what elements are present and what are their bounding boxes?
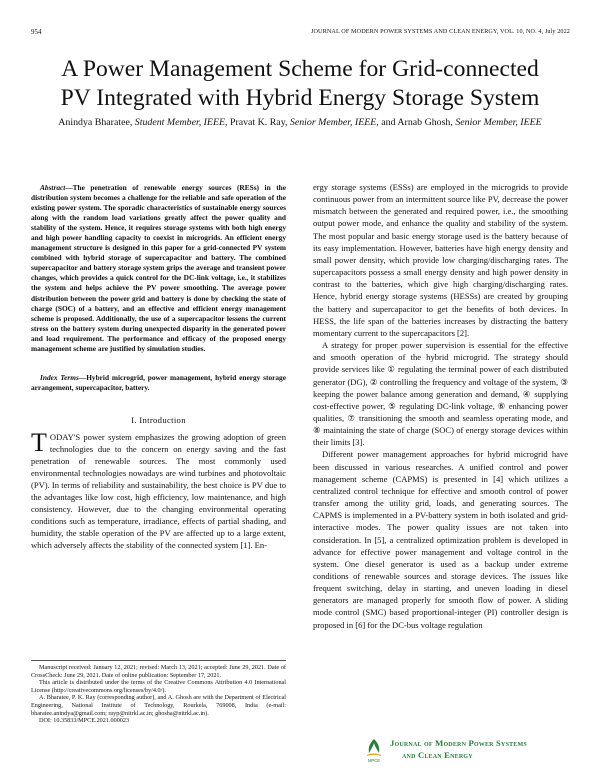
author-name: Ghosh, (424, 117, 453, 128)
index-terms-label: Index Terms (40, 373, 79, 382)
author-name: Anindya Bharatee, (58, 117, 133, 128)
footnote-doi: DOI: 10.35833/MPCE.2021.000023 (39, 717, 130, 725)
page-number: 954 (31, 28, 42, 36)
paragraph: Different power management approaches for hybrid microgrid have been discussed in various researches. A unified control and power management scheme (CAPMS) is presented in [4] which utilizes a centralized control technique for effective and smooth control of power transfer among the utility grid, loads, and generating sources. The CAPMS is implemented in a PV-battery system in both isolated and grid-interactive modes. The power quality issues are not taken into consideration. In [5], a centralized optimization problem is developed in advance for effective power management and voltage control in the system. One diesel generator is used as a backup under extreme conditions of renewable sources and storage devices. The issues like frequent switching, delay in starting, and uneven loading in diesel generators are managed properly for smooth flow of power. A sliding mode control (SMC) based proportional-integer (PI) controller design is proposed in [6] for the DC-bus voltage regulation (313, 449, 568, 630)
paragraph: ergy storage systems (ESSs) are employed in the microgrids to provide continuous power from an intermittent source like PV, decrease the power mismatch between the generated and required power, i.e., the smoothing output power mode, and enhance the quality and stability of the system. The most popular and basic energy storage used is the battery because of its easy implementation. However, batteries have high energy density and small power density, which provide low charging/discharging rates. The supercapacitors possess a small energy density and high power density in contrast to the batteries, which give high charging/discharging rates. Hence, hybrid energy storage systems (HESSs) are created by grouping the battery and supercapacitor to get the benefits of both devices. In HESS, the life span of the batteries increases by distracting the battery momentary current to the supercapacitors [2]. (313, 182, 568, 338)
introduction-body (31, 428, 286, 551)
drop-cap: T (31, 428, 47, 457)
journal-logo-icon (362, 737, 386, 763)
index-terms-text: —Hybrid microgrid, power management, hybrid energy storage arrangement, supercapacitor, battery. (31, 373, 286, 393)
paragraph: A strategy for proper power supervision is essential for the effective and smooth operation of the hybrid microgrid. The strategy should provide services like ① regulating the terminal power of each distributed generator (DG), ② controlling the frequency and voltage of the system, ③ keeping the power balance among generation and demand, ④ supplying cost-effective power, ⑤ regulating DC-link voltage, ⑥ enhancing power qualities, ⑦ transitioning the smooth and seamless operating mode, and ⑧ maintaining the state of charge (SOC) of energy storage devices within their limits [3]. (313, 340, 568, 448)
title-line-2: PV Integrated with Hybrid Energy Storage System (60, 85, 540, 111)
journal-name-line-2: and Clean Energy (402, 749, 473, 760)
logo-text: MPCE (367, 758, 381, 763)
author-membership: Senior Member, IEEE, (289, 117, 379, 128)
author-membership: Student Member, IEEE, (134, 117, 228, 128)
footnote-license: This article is distributed under the terms of the Creative Commons Attribution 4.0 International License (http://creativecommons.org/licenses/by/4.0/). (31, 679, 286, 694)
introduction-text: ODAY'S power system emphasizes the growing adoption of green technologies due to the concern on energy saving and the fast penetration of renewable sources. The most commonly used environmental technologies nowadays are wind turbines and photovoltaic (PV). In terms of reliability and sustainability, the best choice is PV due to the advantages like low cost, high efficiency, low maintenance, and high consistency. However, due to the changing environmental operating conditions such as temperature, irradiance, effects of partial shading, and humidity, the stable operation of the PV are affected up to a large extent, which adversely affects the stability of the connected system [1]. En- (31, 432, 286, 551)
author-list (40, 116, 560, 130)
paper-title (20, 55, 580, 113)
author-name: Pravat K. Ray, (229, 117, 288, 128)
abstract-label: Abstract (40, 183, 66, 192)
abstract-text: —The penetration of renewable energy sources (RESs) in the distribution system becomes a challenge for the reliable and safe operation of the existing power system. The sporadic characteristics of sustainable energy sources along with the random load variations greatly affect the power quality and stability of the system. Hence, it requires storage systems with both high energy and high power handling capacity to coexist in microgrids. An efficient energy management structure is designed in this paper for a grid-connected PV system combined with hybrid storage of supercapacitor and battery. The combined supercapacitor and battery storage system grips the average and transient power changes, which provides a quick control for the DC-link voltage, i.e., it stabilizes the system and helps achieve the PV power smoothing. The average power distribution between the power grid and battery is done by checking the state of charge (SOC) of a battery, and an effective and efficient energy management scheme is proposed. Additionally, the use of a supercapacitor lessens the current stress on the battery system during unexpected disparity in the generated power and load requirement. The performance and efficacy of the proposed energy management scheme are justified by simulation studies. (31, 183, 286, 353)
journal-name (390, 738, 527, 761)
footnotes (31, 660, 286, 725)
author-conjunction: and Arnab (381, 117, 423, 128)
journal-name-line-1: Journal of Modern Power Systems (390, 738, 527, 748)
abstract (31, 183, 286, 354)
title-line-1: A Power Management Scheme for Grid-connected (61, 56, 539, 82)
section-heading: I. Introduction (131, 415, 186, 425)
footnote-affiliation: A. Bharatee, P. K. Ray (corresponding author), and A. Ghosh are with the Department of Electrical Engineering, National Institute of Technology, Rourkela, 769008, India (e-mail: bharatee.anindya@gmail.com; rayp@nitrkl.ac.in; ghosha@nitrkl.ac.in). (31, 694, 286, 717)
footnote-manuscript: Manuscript received: January 12, 2021; revised: March 13, 2021; accepted: June 29, 2021. Date of CrossCheck: June 29, 2021. Date of online publication: September 17, 2021. (31, 664, 286, 679)
author-membership: Senior Member, IEEE (455, 117, 542, 128)
index-terms (31, 373, 286, 393)
running-header: JOURNAL OF MODERN POWER SYSTEMS AND CLEAN ENERGY, VOL. 10, NO. 4, July 2022 (310, 28, 570, 35)
right-column-body (313, 181, 568, 631)
